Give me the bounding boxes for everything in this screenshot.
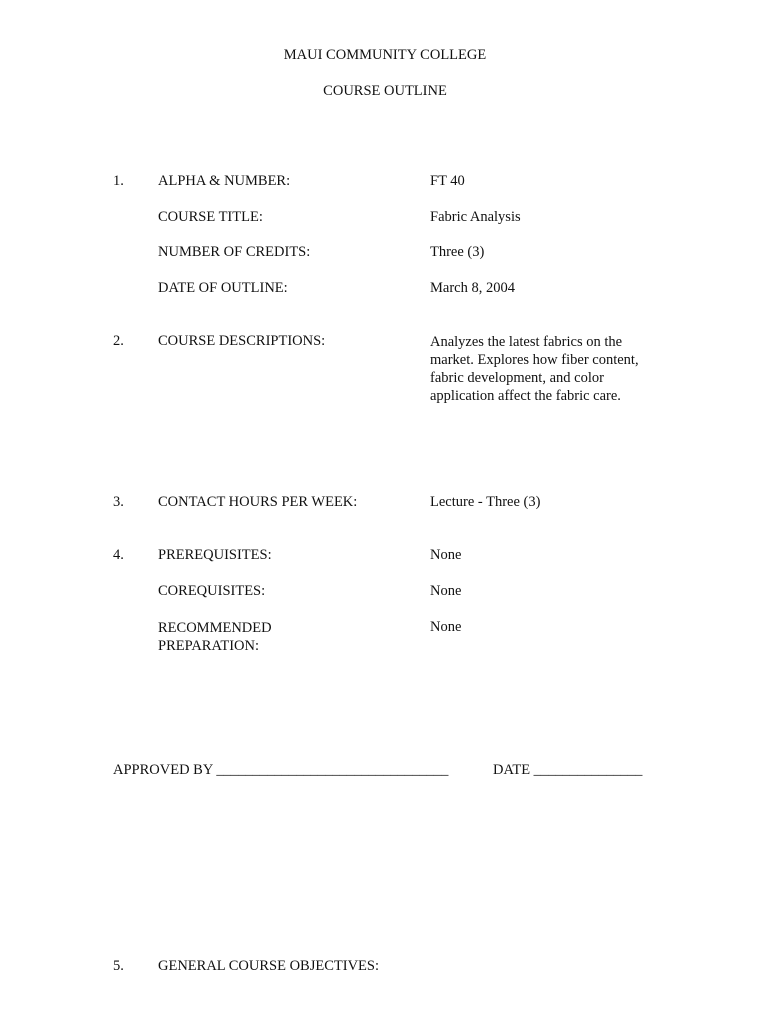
section-5-number: 5.	[113, 958, 124, 974]
college-name: MAUI COMMUNITY COLLEGE	[283, 47, 487, 63]
course-description-value: Analyzes the latest fabrics on the market. Explores how fiber content, fabric development, and color application affect the fabric care.	[430, 334, 639, 404]
prerequisites-value: None	[430, 547, 462, 563]
recommended-preparation-label: RECOMMENDED PREPARATION:	[158, 620, 272, 654]
section-3-number: 3.	[113, 494, 124, 510]
alpha-number-value: FT 40	[430, 173, 465, 189]
section-4-number: 4.	[113, 547, 124, 563]
course-title-value: Fabric Analysis	[430, 209, 521, 225]
document-title: COURSE OUTLINE	[323, 83, 447, 99]
contact-hours-label: CONTACT HOURS PER WEEK:	[158, 494, 358, 510]
approval-date-line: DATE _______________	[493, 762, 643, 778]
approved-by-line: APPROVED BY ________________________________	[113, 762, 449, 778]
section-1-number: 1.	[113, 173, 124, 189]
alpha-number-label: ALPHA & NUMBER:	[158, 173, 291, 189]
section-2-number: 2.	[113, 333, 124, 349]
corequisites-label: COREQUISITES:	[158, 583, 266, 599]
credits-label: NUMBER OF CREDITS:	[158, 244, 311, 260]
prerequisites-label: PREREQUISITES:	[158, 547, 272, 563]
outline-date-label: DATE OF OUTLINE:	[158, 280, 288, 296]
credits-value: Three (3)	[430, 244, 485, 260]
corequisites-value: None	[430, 583, 462, 599]
outline-date-value: March 8, 2004	[430, 280, 515, 296]
contact-hours-value: Lecture - Three (3)	[430, 494, 541, 510]
course-description-label: COURSE DESCRIPTIONS:	[158, 333, 326, 349]
course-title-label: COURSE TITLE:	[158, 209, 263, 225]
general-objectives-label: GENERAL COURSE OBJECTIVES:	[158, 958, 379, 974]
recommended-preparation-value: None	[430, 619, 462, 635]
